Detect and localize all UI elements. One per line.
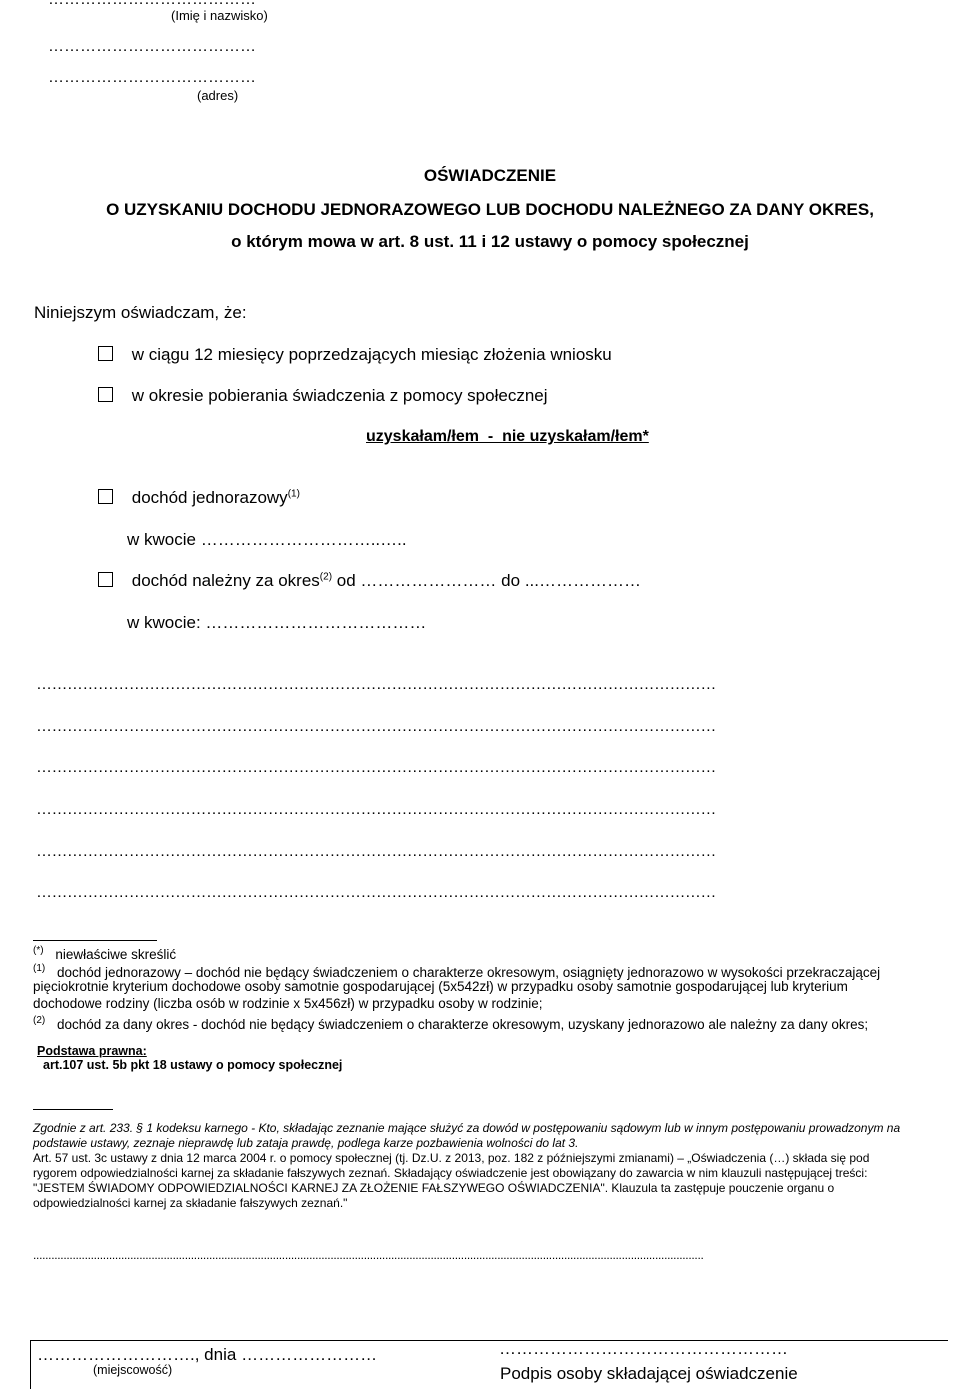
footnote-2 <box>33 1012 868 1033</box>
legal-note-line-4: rygorem odpowiedzialności karnej za składanie fałszywych zeznań. Składający oświadczenie jest obowiązany do zawarcia w nim klauzuli następującej treści: <box>33 1166 868 1180</box>
period-option-2[interactable] <box>98 386 548 406</box>
from-dots[interactable]: …………………… <box>360 571 497 590</box>
from-label: od <box>336 571 356 590</box>
income-one-time-amount[interactable] <box>127 530 407 550</box>
footnote-1-line-3: dochodowe rodziny (liczba osób w rodzinie x 5x456zł) w przypadku osoby w rodzinie; <box>33 996 543 1011</box>
address-dots-1: ………………………………… <box>48 38 256 55</box>
footnote-2-sup: (2) <box>33 1015 46 1026</box>
checkbox[interactable] <box>98 489 113 504</box>
period-option-1-label: w ciągu 12 miesięcy poprzedzających miesiąc złożenia wniosku <box>131 345 612 364</box>
legal-note-divider <box>33 1109 113 1110</box>
amount-dots[interactable]: …………………………..….. <box>200 530 407 549</box>
footnote-1-line-2: pięciokrotnie kryterium dochodowe osoby samotnie gospodarującej (5x542zł) w przypadku osoby samotnie gospodarującej lub kryterium <box>33 979 848 994</box>
place-label: (miejscowość) <box>93 1363 173 1377</box>
title-line-1: OŚWIADCZENIE <box>423 166 557 185</box>
income-period[interactable] <box>98 571 641 591</box>
checkbox[interactable] <box>98 572 113 587</box>
footnote-star-sup: (*) <box>33 945 44 956</box>
notes-line[interactable]: …………………………………………………………………………………………………………………… <box>36 759 716 776</box>
name-label: (Imię i nazwisko) <box>171 8 268 23</box>
notes-line[interactable]: …………………………………………………………………………………………………………………… <box>36 676 716 693</box>
notes-line[interactable]: …………………………………………………………………………………………………………………… <box>36 843 716 860</box>
footnote-star-text: niewłaściwe skreślić <box>55 946 177 962</box>
legal-note-line-1: Zgodnie z art. 233. § 1 kodeksu karnego - Kto, składając zeznanie mające służyć za dowód w postępowaniu sądowym lub w innym postępowaniu prowadzonym na <box>33 1121 901 1135</box>
period-option-2-label: w okresie pobierania świadczenia z pomocy społecznej <box>131 386 548 405</box>
notes-line[interactable]: …………………………………………………………………………………………………………………… <box>36 718 716 735</box>
place-dots[interactable]: ………………………. <box>37 1345 195 1364</box>
checkbox[interactable] <box>98 346 113 361</box>
address-label: (adres) <box>197 88 239 103</box>
amount-dots[interactable]: ………………………………… <box>205 613 427 632</box>
income-period-label: dochód należny za okres <box>131 571 320 590</box>
checkbox[interactable] <box>98 387 113 402</box>
footnote-1-text: dochód jednorazowy – dochód nie będący świadczeniem o charakterze okresowym, osiągnięty jednorazowo w wysokości przekraczającej <box>57 964 881 980</box>
legal-note-line-5: "JESTEM ŚWIADOMY ODPOWIEDZIALNOŚCI KARNEJ ZA ZŁOŻENIE FAŁSZYWEGO OŚWIADCZENIA". Klauzula ta zastępuje pouczenie organu o <box>33 1181 835 1195</box>
obtained-choice[interactable]: uzyskałam/łem - nie uzyskałam/łem* <box>366 428 649 445</box>
sign-dots[interactable]: …………………………………………… <box>499 1339 788 1358</box>
notes-line[interactable]: …………………………………………………………………………………………………………………… <box>36 801 716 818</box>
address-dots-2: ………………………………… <box>48 69 256 86</box>
footnote-ref-1: (1) <box>287 488 300 500</box>
notes-line[interactable]: …………………………………………………………………………………………………………………… <box>36 884 716 901</box>
title-line-2: O UZYSKANIU DOCHODU JEDNORAZOWEGO LUB DOCHODU NALEŻNEGO ZA DANY OKRES, <box>106 200 874 219</box>
footnote-divider <box>33 940 157 941</box>
footnote-ref-2: (2) <box>319 571 333 583</box>
date-label: , dnia <box>194 1345 237 1364</box>
income-one-time-label: dochód jednorazowy <box>131 488 288 507</box>
intro-text: Niniejszym oświadczam, że: <box>34 303 247 322</box>
place-date-line[interactable] <box>37 1345 377 1365</box>
amount-label: w kwocie: <box>127 613 201 632</box>
date-dots[interactable]: …………………… <box>241 1345 378 1364</box>
legal-basis-text: art.107 ust. 5b pkt 18 ustawy o pomocy społecznej <box>43 1058 343 1072</box>
legal-basis-label: Podstawa prawna: <box>37 1044 147 1058</box>
sign-label: Podpis osoby składającej oświadczenie <box>500 1364 798 1383</box>
income-one-time[interactable] <box>98 488 300 508</box>
legal-note-line-2: podstawie ustawy, zeznaje nieprawdę lub zataja prawdę, podlega karze pozbawienia wolności do lat 3. <box>33 1136 579 1150</box>
to-label: do <box>501 571 521 590</box>
footnote-1-sup: (1) <box>33 963 46 974</box>
amount-label: w kwocie <box>127 530 196 549</box>
period-option-1[interactable] <box>98 345 612 365</box>
legal-note-line-3: Art. 57 ust. 3c ustawy z dnia 12 marca 2004 r. o pomocy społecznej (tj. Dz.U. z 2013, poz. 182 z późniejszymi zmianami) – „Oświadczenia (…) składa się pod <box>33 1151 870 1165</box>
separator-dots: ............................................................................................................................................................................................................................. <box>33 1248 704 1262</box>
income-period-amount[interactable] <box>127 613 426 633</box>
to-dots[interactable]: ...……………… <box>524 571 641 590</box>
title-line-3: o którym mowa w art. 8 ust. 11 i 12 ustawy o pomocy społecznej <box>231 232 749 251</box>
legal-note-line-6: odpowiedzialności karnej za składanie fałszywych zeznań." <box>33 1196 348 1210</box>
footnote-2-text: dochód za dany okres - dochód nie będący świadczeniem o charakterze okresowym, uzyskany jednorazowo ale należny za dany okres; <box>57 1016 869 1032</box>
